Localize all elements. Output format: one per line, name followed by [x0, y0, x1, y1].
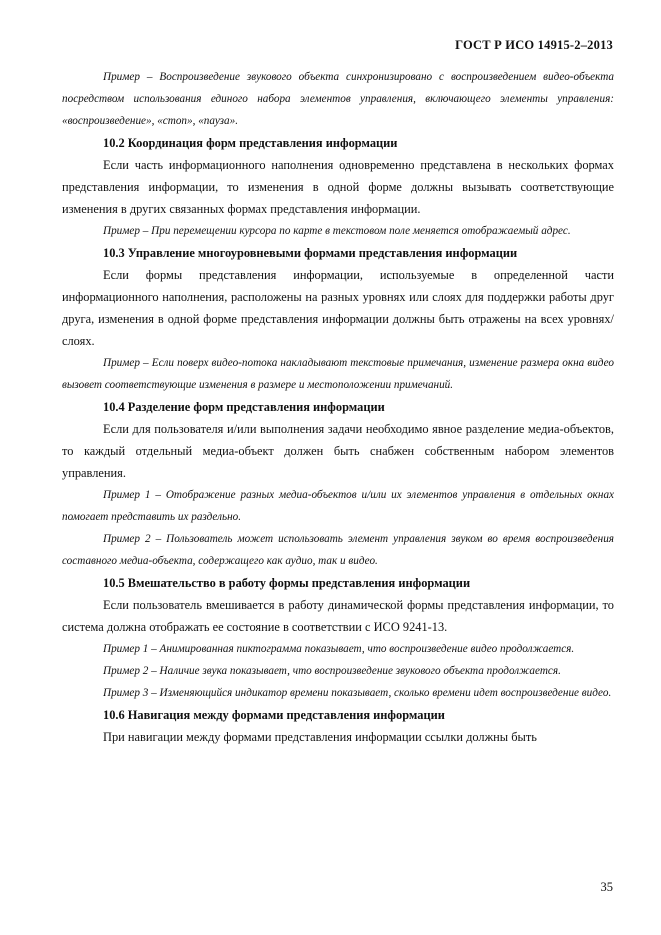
section-heading: 10.6 Навигация между формами представления информации [103, 708, 445, 722]
example-text: Пример – Если поверх видео-потока накладывают текстовые примечания, изменение размера окна видео вызовет соответствующие изменения в размере и местоположении примечаний. [62, 357, 614, 391]
example-text: Пример – Воспроизведение звукового объекта синхронизировано с воспроизведением видео-объекта посредством использования единого набора элементов управления, включающего элементы управления: «воспроизведение», «стоп», «пауза». [62, 71, 614, 127]
example-text: Пример 3 – Изменяющийся индикатор времени показывает, сколько времени идет воспроизведение видео. [103, 687, 612, 699]
example-text: Пример 1 – Анимированная пиктограмма показывает, что воспроизведение видео продолжается. [103, 643, 575, 655]
example-text: Пример 2 – Наличие звука показывает, что воспроизведение звукового объекта продолжается. [103, 665, 561, 677]
example-text: Пример – При перемещении курсора по карте в текстовом поле меняется отображаемый адрес. [103, 225, 571, 237]
document-body [62, 66, 614, 748]
section-heading: 10.2 Координация форм представления информации [103, 136, 398, 150]
example-text: Пример 1 – Отображение разных медиа-объектов и/или их элементов управления в отдельных окнах помогает представить их раздельно. [62, 489, 614, 523]
example-text: Пример 2 – Пользователь может использовать элемент управления звуком во время воспроизведения составного медиа-объекта, содержащего как аудио, так и видео. [62, 533, 614, 567]
body-paragraph: Если часть информационного наполнения одновременно представлена в нескольких формах представления информации, то изменения в одной форме должны вызывать соответствующие изменения в других связанных формах представления информации. [62, 158, 614, 216]
body-paragraph: Если пользователь вмешивается в работу динамической формы представления информации, то система должна отображать ее состояние в соответствии с ИСО 9241-13. [62, 598, 614, 634]
body-paragraph: Если для пользователя и/или выполнения задачи необходимо явное разделение медиа-объектов, то каждый отдельный медиа-объект должен быть снабжен собственным набором элементов управления. [62, 422, 614, 480]
section-heading: 10.5 Вмешательство в работу формы представления информации [103, 576, 471, 590]
section-heading: 10.3 Управление многоуровневыми формами представления информации [103, 246, 518, 260]
body-paragraph: При навигации между формами представления информации ссылки должны быть [103, 730, 537, 744]
section-heading: 10.4 Разделение форм представления информации [103, 400, 385, 414]
page-number: 35 [600, 880, 613, 894]
document-header: ГОСТ Р ИСО 14915-2–2013 [455, 38, 613, 52]
body-paragraph: Если формы представления информации, используемые в определенной части информационного наполнения, расположены на разных уровнях или слоях для поддержки работы друг друга, изменения в одной форме представления информации должны быть отражены на всех уровнях/слоях. [62, 268, 614, 348]
